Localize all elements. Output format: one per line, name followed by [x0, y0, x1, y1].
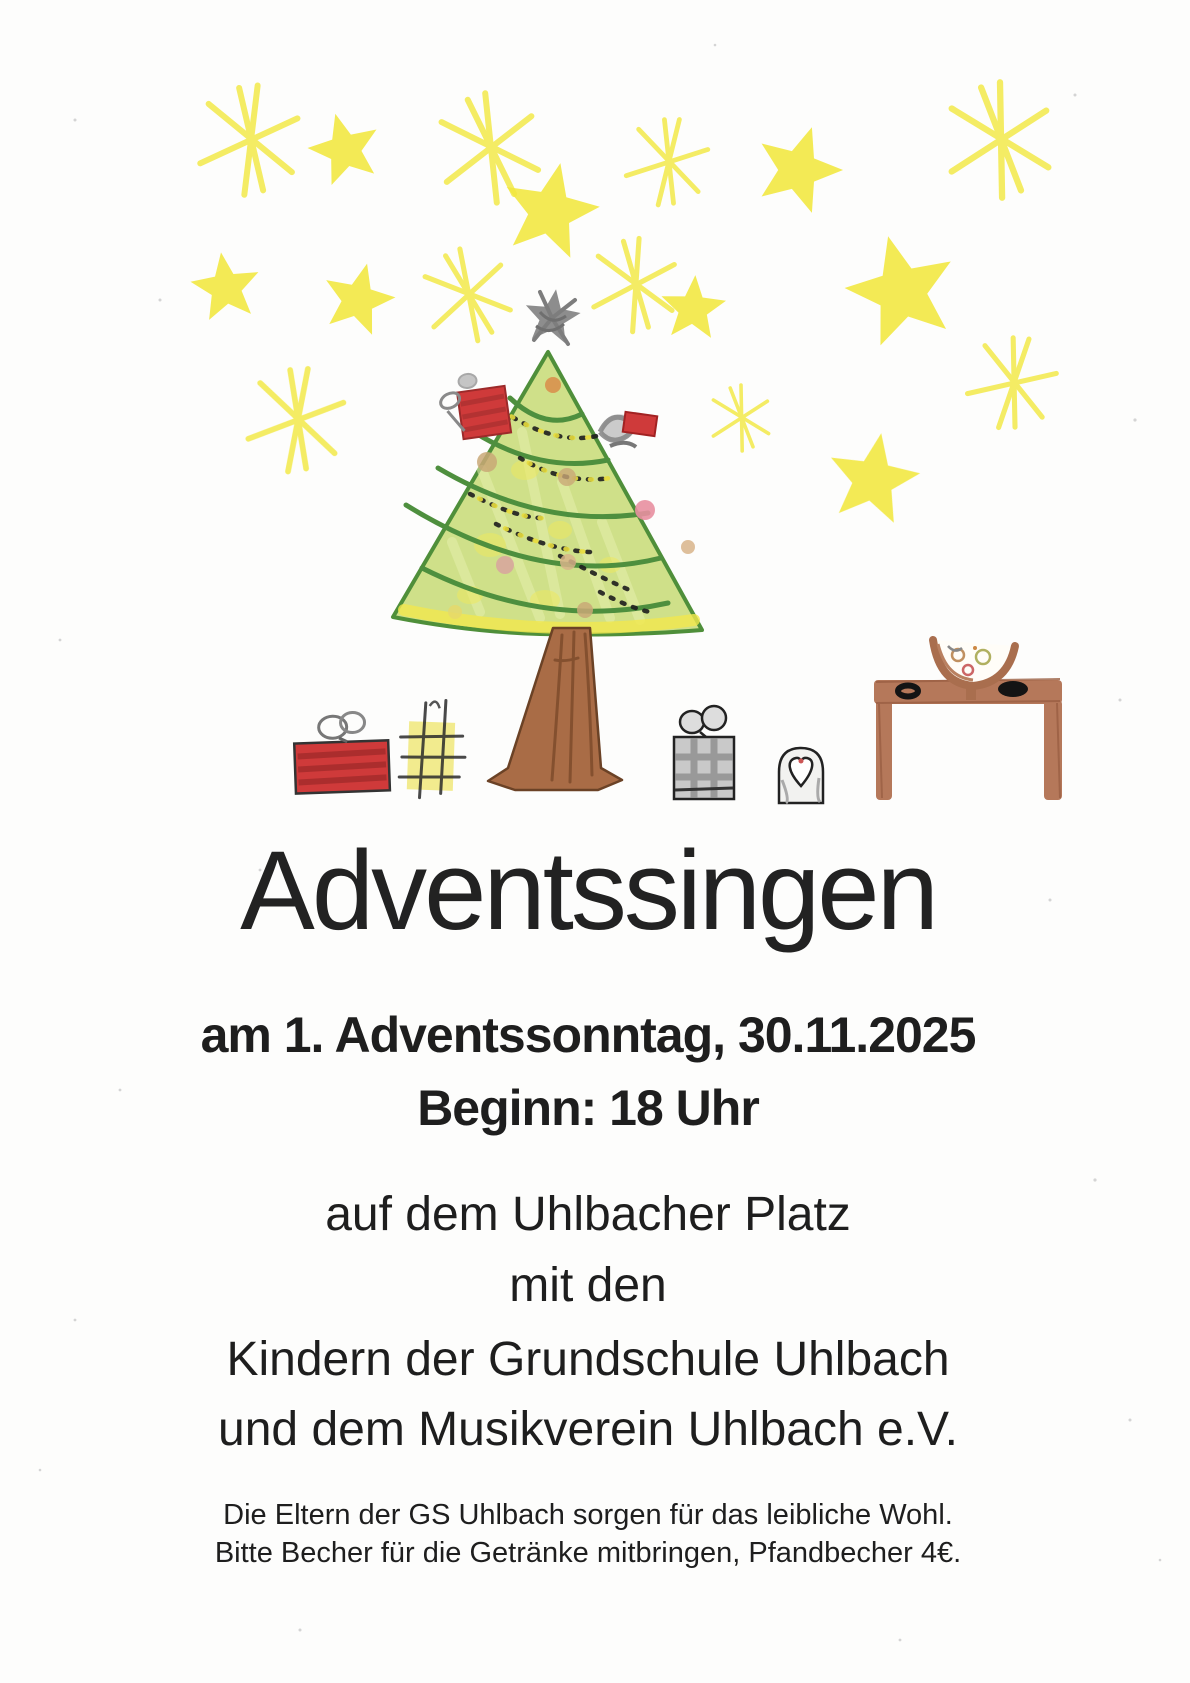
- participants-line-2: und dem Musikverein Uhlbach e.V.: [218, 1403, 958, 1456]
- location-line: auf dem Uhlbacher Platz: [325, 1188, 851, 1241]
- with-line: mit den: [509, 1259, 667, 1312]
- note-line-2: Bitte Becher für die Getränke mitbringen, Pfandbecher 4€.: [214, 1537, 962, 1569]
- gift-red-bottom: [293, 711, 390, 793]
- participants-line-1: Kindern der Grundschule Uhlbach: [226, 1333, 950, 1386]
- tree-trunk: [488, 628, 622, 790]
- poster-title: Adventssingen: [240, 828, 936, 953]
- gift-left-branch: [435, 369, 511, 442]
- note-line-1: Die Eltern der GS Uhlbach sorgen für das leibliche Wohl.: [223, 1499, 953, 1531]
- gift-gray-plaid: [674, 706, 734, 799]
- table-item-blob: [998, 681, 1028, 697]
- gift-heart: [779, 748, 823, 803]
- time-line: Beginn: 18 Uhr: [417, 1080, 759, 1136]
- christmas-tree: [393, 352, 702, 635]
- tree-star-topper-icon: [521, 285, 583, 345]
- gift-right-branch: [598, 410, 658, 447]
- date-line: am 1. Adventssonntag, 30.11.2025: [200, 1007, 976, 1063]
- gift-yellow-grid: [399, 699, 467, 799]
